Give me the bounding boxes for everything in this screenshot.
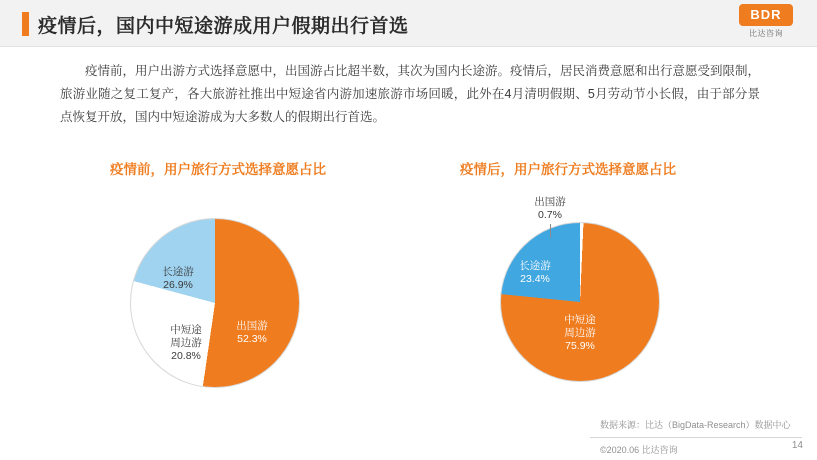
chart-title-before: 疫情前，用户旅行方式选择意愿占比 (110, 162, 326, 177)
pie-after-label-longtrip-value: 23.4% (520, 273, 550, 285)
pie-after-label-longtrip-name: 长途游 (519, 260, 551, 272)
pie-before-label-longtrip-value: 26.9% (163, 279, 193, 291)
pie-before-label-longtrip (148, 266, 208, 292)
pie-after-slices (500, 222, 660, 382)
pie-after-label-shorttrip-value: 75.9% (565, 340, 595, 352)
data-source-text: 数据来源：比达（BigData-Research）数据中心 (600, 420, 791, 430)
brand-logo (729, 4, 803, 42)
slide-header (0, 0, 817, 47)
pie-after-label-shorttrip-name-a: 中短途 (564, 314, 596, 326)
pie-before-label-shorttrip-value: 20.8% (171, 350, 201, 362)
pie-after-label-abroad (510, 196, 590, 222)
header-accent-bar (22, 12, 29, 36)
page-title: 疫情后，国内中短途游成用户假期出行首选 (38, 16, 409, 37)
logo-badge-text: BDR (739, 4, 793, 26)
pie-after-label-abroad-value: 0.7% (538, 209, 562, 221)
footer-divider (590, 437, 802, 438)
pie-chart-after (500, 222, 660, 382)
pie-before-label-shorttrip-name-b: 周边游 (170, 337, 202, 349)
pie-after-label-abroad-name: 出国游 (534, 196, 566, 208)
pie-before-label-shorttrip-name-a: 中短途 (170, 324, 202, 336)
pie-after-label-shorttrip-name-b: 周边游 (564, 327, 596, 339)
pie-before-label-shorttrip (158, 324, 214, 363)
pie-after-label-shorttrip (550, 314, 610, 353)
chart-title-after: 疫情后，用户旅行方式选择意愿占比 (460, 162, 676, 177)
pie-before-label-longtrip-name: 长途游 (162, 266, 194, 278)
pie-chart-before (130, 218, 300, 388)
pie-before-label-abroad-name: 出国游 (236, 320, 268, 332)
body-paragraph: 疫情前，用户出游方式选择意愿中，出国游占比超半数，其次为国内长途游。疫情后，居民消费意愿和出行意愿受到限制，旅游业随之复工复产，各大旅游社推出中短途省内游加速旅游市场回暖，此外在4月清明假期、5月劳动节小长假，由于部分景点恢复开放，国内中短途游成为大多数人的假期出行首选。 (60, 64, 761, 124)
pie-after-abroad-leader-line (550, 224, 551, 238)
logo-subtitle: 比达咨询 (749, 29, 783, 38)
pie-after-label-longtrip (508, 260, 562, 286)
pie-before-label-abroad (222, 320, 282, 346)
pie-before-slices (130, 218, 300, 388)
copyright-text: ©2020.06 比达咨询 (600, 445, 678, 455)
page-number: 14 (791, 440, 803, 451)
pie-before-label-abroad-value: 52.3% (237, 333, 267, 345)
